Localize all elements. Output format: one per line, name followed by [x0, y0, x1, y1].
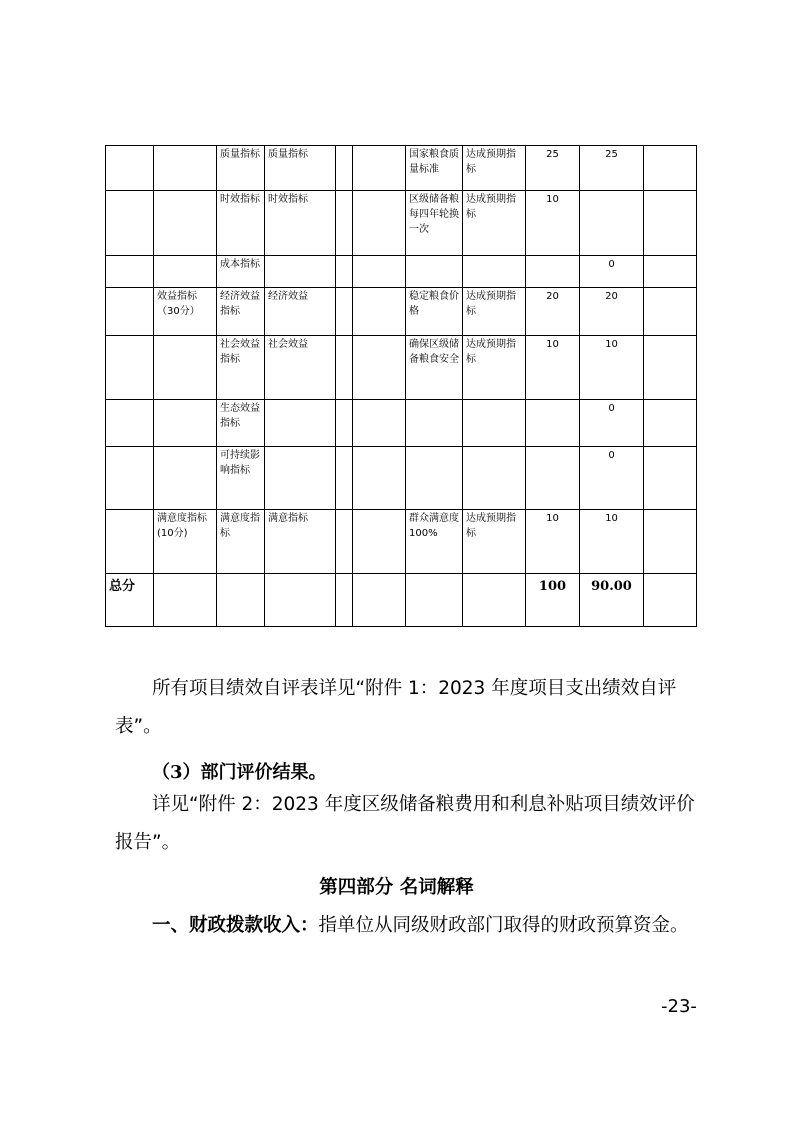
table-cell: 满意指标	[265, 510, 336, 574]
table-cell	[154, 146, 217, 191]
table-cell: 满意度指标(10分)	[154, 510, 217, 574]
table-row	[106, 336, 697, 400]
paragraph-appendix1: 所有项目绩效自评表详见“附件 1：2023 年度项目支出绩效自评表”。	[115, 678, 677, 737]
table-cell	[265, 400, 336, 447]
table-cell	[463, 574, 526, 627]
table-cell: 稳定粮食价格	[406, 288, 463, 336]
definition-fiscal-income	[115, 907, 695, 945]
table-cell: 25	[580, 146, 644, 191]
table-cell	[644, 146, 697, 191]
table-cell: 社会效益指标	[217, 336, 265, 400]
table-cell	[336, 256, 353, 288]
definition-text: 指单位从同级财政部门取得的财政预算资金。	[318, 915, 689, 936]
table-cell: 社会效益	[265, 336, 336, 400]
table-cell	[353, 510, 406, 574]
table-cell	[106, 146, 154, 191]
table-cell: 满意度指标	[217, 510, 265, 574]
table-row	[106, 510, 697, 574]
table-cell	[644, 400, 697, 447]
table-cell: 20	[526, 288, 580, 336]
table-row	[106, 288, 697, 336]
table-cell	[353, 256, 406, 288]
table-cell: 10	[526, 336, 580, 400]
total-label: 总分	[106, 574, 154, 627]
table-cell: 区级储备粮每四年轮换一次	[406, 191, 463, 256]
table-cell: 质量指标	[217, 146, 265, 191]
table-cell: 达成预期指标	[463, 510, 526, 574]
table-cell	[406, 447, 463, 510]
table-cell	[406, 400, 463, 447]
table-cell	[353, 336, 406, 400]
table-cell	[336, 574, 353, 627]
table-cell: 经济效益	[265, 288, 336, 336]
table-cell	[106, 256, 154, 288]
table-cell: 10	[580, 336, 644, 400]
table-cell	[353, 288, 406, 336]
table-cell: 达成预期指标	[463, 191, 526, 256]
table-cell: 成本指标	[217, 256, 265, 288]
table-cell	[526, 400, 580, 447]
table-cell	[336, 336, 353, 400]
table-cell: 时效指标	[217, 191, 265, 256]
table-cell: 25	[526, 146, 580, 191]
subheading-dept-evaluation: （3）部门评价结果。	[152, 762, 327, 783]
table-row	[106, 146, 697, 191]
table-row	[106, 191, 697, 256]
table-cell: 质量指标	[265, 146, 336, 191]
table-cell	[353, 146, 406, 191]
table-cell: 可持续影响指标	[217, 447, 265, 510]
table-cell: 效益指标（30分）	[154, 288, 217, 336]
table-cell	[336, 288, 353, 336]
table-cell	[154, 447, 217, 510]
table-cell	[644, 447, 697, 510]
table-cell	[580, 191, 644, 256]
table-cell	[106, 191, 154, 256]
table-cell	[106, 447, 154, 510]
table-cell	[463, 256, 526, 288]
table-cell	[265, 256, 336, 288]
table-cell	[336, 447, 353, 510]
table-cell	[106, 288, 154, 336]
total-row	[106, 574, 697, 627]
table-cell: 达成预期指标	[463, 288, 526, 336]
table-cell: 20	[580, 288, 644, 336]
table-cell	[644, 574, 697, 627]
table-cell: 经济效益指标	[217, 288, 265, 336]
table-cell	[406, 256, 463, 288]
table-cell	[463, 447, 526, 510]
table-cell	[336, 510, 353, 574]
table-cell: 10	[526, 510, 580, 574]
table-row	[106, 447, 697, 510]
table-cell	[106, 400, 154, 447]
table-cell: 0	[580, 400, 644, 447]
table-cell	[154, 336, 217, 400]
table-cell	[106, 510, 154, 574]
table-cell	[644, 336, 697, 400]
table-cell	[353, 447, 406, 510]
table-cell: 达成预期指标	[463, 146, 526, 191]
table-cell	[265, 447, 336, 510]
table-cell: 群众满意度100%	[406, 510, 463, 574]
table-cell: 10	[580, 510, 644, 574]
table-cell	[154, 574, 217, 627]
total-actual-score: 90.00	[580, 574, 644, 627]
table-cell	[644, 288, 697, 336]
section-title: 第四部分 名词解释	[319, 877, 474, 898]
table-cell	[644, 191, 697, 256]
table-cell	[154, 191, 217, 256]
table-cell: 生态效益指标	[217, 400, 265, 447]
table-cell	[353, 400, 406, 447]
table-cell	[406, 574, 463, 627]
table-cell: 达成预期指标	[463, 336, 526, 400]
table-cell: 0	[580, 447, 644, 510]
table-cell	[106, 336, 154, 400]
table-cell	[644, 510, 697, 574]
table-cell	[644, 256, 697, 288]
table-cell	[463, 400, 526, 447]
table-cell	[336, 191, 353, 256]
table-cell	[217, 574, 265, 627]
table-cell	[353, 574, 406, 627]
table-cell: 时效指标	[265, 191, 336, 256]
table-cell	[154, 256, 217, 288]
performance-table	[105, 145, 697, 627]
table-row	[106, 400, 697, 447]
table-cell: 国家粮食质量标准	[406, 146, 463, 191]
table-cell: 确保区级储备粮食安全	[406, 336, 463, 400]
table-cell	[336, 400, 353, 447]
table-cell	[336, 146, 353, 191]
table-row	[106, 256, 697, 288]
table-cell: 10	[526, 191, 580, 256]
table-cell: 0	[580, 256, 644, 288]
total-planned-score: 100	[526, 574, 580, 627]
table-cell	[526, 256, 580, 288]
table-cell	[154, 400, 217, 447]
table-cell	[353, 191, 406, 256]
definition-term: 一、财政拨款收入：	[152, 915, 319, 936]
table-cell	[526, 447, 580, 510]
paragraph-appendix2: 详见“附件 2：2023 年度区级储备粮费用和利息补贴项目绩效评价报告”。	[115, 794, 695, 853]
table-cell	[265, 574, 336, 627]
page-number: -23-	[661, 996, 697, 1017]
